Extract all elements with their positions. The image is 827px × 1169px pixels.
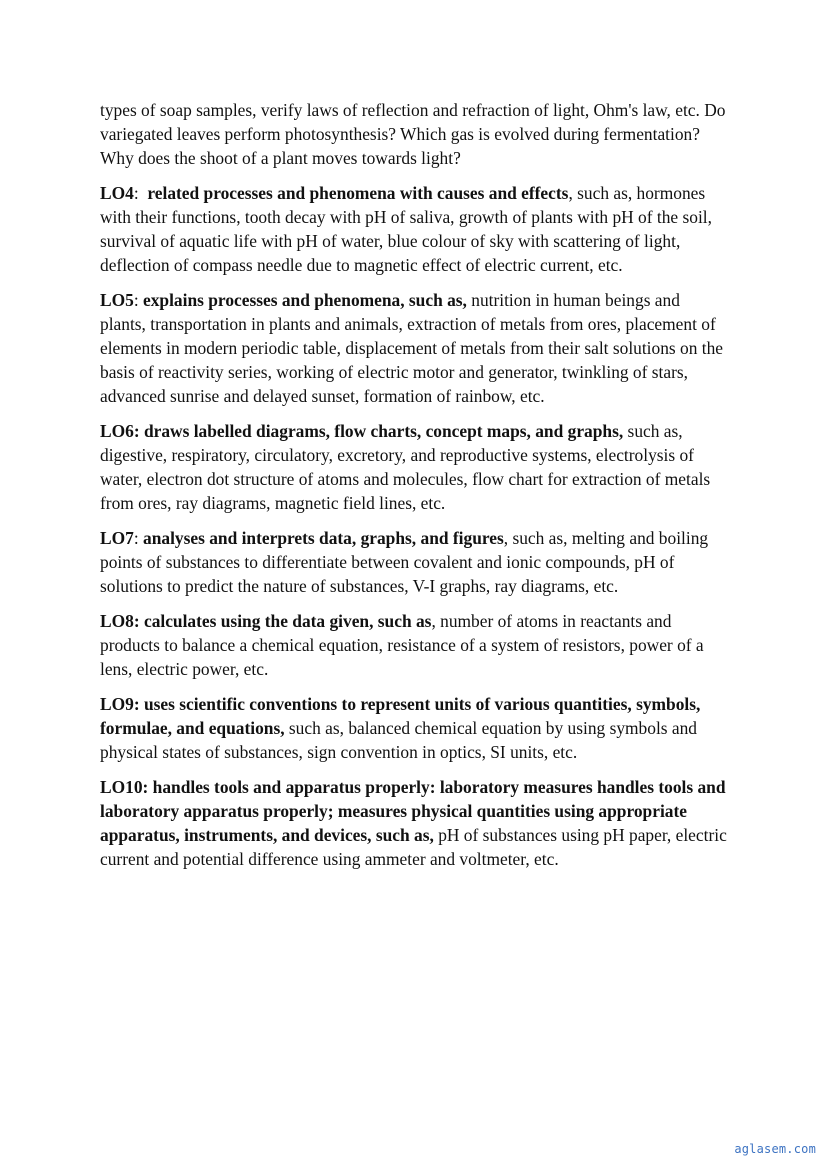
- lo7-text: , such as, melting and boiling points of substances to differentiate between covalent and ionic compounds, pH of solutions to predict the nature of substances, V-I graphs, ray diagrams, etc.: [100, 527, 709, 597]
- paragraph-lo4: [100, 181, 728, 277]
- paragraph-lo9: [100, 692, 728, 764]
- lo7-label: LO7: [100, 527, 134, 548]
- paragraph-lo7: [100, 526, 728, 598]
- lo4-heading: related processes and phenomena with causes and effects: [147, 182, 569, 203]
- watermark-link[interactable]: aglasem.com: [734, 1142, 816, 1156]
- paragraph-lo6: [100, 419, 728, 515]
- lo9-label-suffix: :: [133, 693, 144, 714]
- paragraph-lo8: [100, 609, 728, 681]
- lo9-heading: uses scientific conventions to represent units of various quantities, symbols, formulae, and equations,: [100, 693, 701, 738]
- paragraph-lo5: [100, 288, 728, 408]
- paragraph-lo10: [100, 775, 728, 871]
- lo10-heading: handles tools and apparatus properly: laboratory measures handles tools and laboratory apparatus properly; measures physical quantities using appropriate apparatus, instruments, and devices, such as,: [100, 776, 726, 845]
- lo4-text: , such as, hormones with their functions, tooth decay with pH of saliva, growth of plants with pH of the soil, survival of aquatic life with pH of water, blue colour of sky with scattering of light, deflection of compass needle due to magnetic effect of electric current, etc.: [100, 182, 712, 276]
- lo8-heading: calculates using the data given, such as: [143, 610, 432, 631]
- lo5-label: LO5: [100, 289, 134, 310]
- lo5-heading: explains processes and phenomena, such as,: [143, 289, 467, 310]
- lo6-heading: draws labelled diagrams, flow charts, concept maps, and graphs,: [143, 420, 624, 441]
- lo10-label: LO10: [100, 776, 143, 797]
- document-body: [100, 98, 728, 881]
- lo7-heading: analyses and interprets data, graphs, and figures: [143, 527, 504, 548]
- lo7-label-suffix: :: [133, 527, 144, 548]
- lo10-text: pH of substances using pH paper, electric current and potential difference using ammeter and voltmeter, etc.: [100, 824, 727, 869]
- lo8-label-suffix: :: [133, 610, 144, 631]
- lo6-text: such as, digestive, respiratory, circulatory, excretory, and reproductive systems, electrolysis of water, electron dot structure of atoms and molecules, flow chart for extraction of metals from ores, ray diagrams, magnetic field lines, etc.: [100, 420, 711, 514]
- paragraph-intro: [100, 98, 728, 170]
- lo6-label: LO6: [100, 420, 134, 441]
- lo5-text: nutrition in human beings and plants, transportation in plants and animals, extraction of metals from ores, placement of elements in modern periodic table, displacement of metals from their salt solutions on the basis of reactivity series, working of electric motor and generator, twinkling of stars, advanced sunrise and delayed sunset, formation of rainbow, etc.: [100, 289, 724, 407]
- paragraph-intro-text: types of soap samples, verify laws of reflection and refraction of light, Ohm's law, etc. Do variegated leaves perform photosynthesis? Which gas is evolved during fermentation? Why does the shoot of a plant moves towards light?: [100, 100, 726, 169]
- lo9-text: such as, balanced chemical equation by using symbols and physical states of substances, sign convention in optics, SI units, etc.: [100, 717, 698, 762]
- lo10-label-suffix: :: [142, 776, 153, 797]
- lo9-label: LO9: [100, 693, 134, 714]
- lo4-label: LO4: [100, 182, 134, 203]
- lo8-label: LO8: [100, 610, 134, 631]
- lo4-label-suffix: :: [133, 182, 148, 203]
- lo8-text: , number of atoms in reactants and products to balance a chemical equation, resistance of a system of resistors, power of a lens, electric power, etc.: [100, 610, 704, 679]
- lo6-label-suffix: :: [133, 420, 144, 441]
- lo5-label-suffix: :: [133, 289, 144, 310]
